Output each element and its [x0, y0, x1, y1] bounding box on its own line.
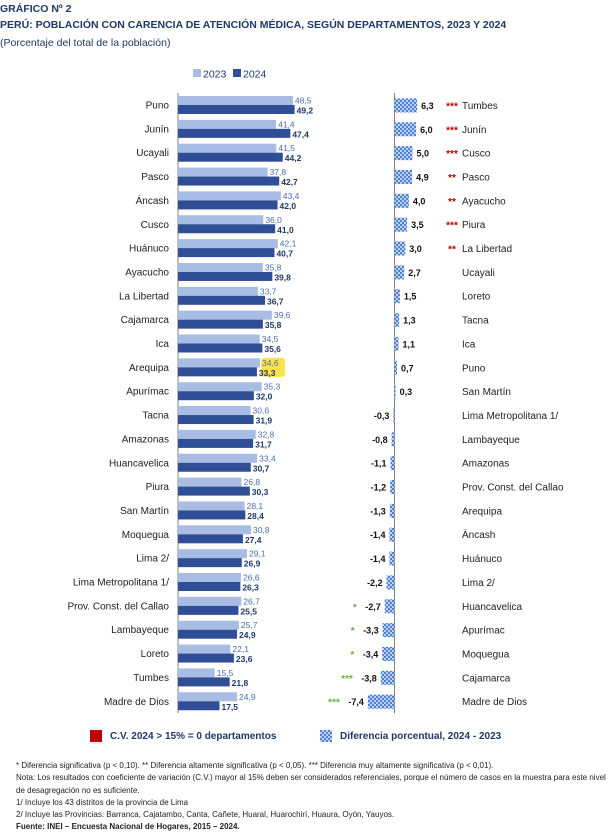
diff-value-label: 4,9	[416, 172, 429, 183]
left-row	[141, 644, 253, 664]
category-label: Moquegua	[121, 529, 169, 541]
diff-row	[372, 432, 520, 446]
category-label: Arequipa	[128, 362, 169, 374]
diff-value-label: 2,7	[408, 267, 421, 278]
left-row	[141, 215, 294, 235]
note-lima-metropolitana: 1/ Incluye los 43 distritos de la provincia de Lima	[16, 797, 189, 807]
diff-value-label: -1,1	[371, 458, 387, 469]
diff-category-label: Puno	[462, 363, 486, 375]
diff-category-label: Junín	[462, 124, 487, 136]
value-label-2023: 30,8	[252, 524, 270, 535]
value-label-2024: 30,3	[251, 487, 269, 498]
value-label-2023: 39,6	[273, 310, 291, 321]
chart-title: PERÚ: POBLACIÓN CON CARENCIA DE ATENCIÓN MÉDICA, SEGÚN DEPARTAMENTOS, 2023 Y 2024	[0, 19, 507, 31]
diff-value-label: -1,4	[369, 554, 386, 565]
bar-2023	[178, 168, 268, 177]
bar-2023	[178, 311, 272, 320]
diff-category-label: Cajamarca	[462, 673, 511, 685]
bar-2023	[178, 430, 256, 439]
value-label-2024: 42,7	[281, 177, 298, 188]
value-label-2023: 30,6	[252, 405, 270, 416]
diff-category-label: Apurímac	[462, 625, 505, 637]
diff-category-label: Madre de Dios	[462, 697, 528, 709]
diff-value-label: -2,2	[367, 577, 383, 588]
left-row	[145, 119, 310, 139]
diff-category-label: Tacna	[462, 315, 489, 327]
bar-2023	[178, 478, 242, 487]
diff-row	[328, 695, 527, 709]
bar-2024	[178, 439, 253, 448]
note-source: Fuente: INEI – Encuesta Nacional de Hogares, 2015 – 2024.	[16, 822, 240, 832]
value-label-2024: 23,6	[235, 654, 253, 665]
bar-2023	[178, 358, 260, 367]
left-row	[120, 501, 264, 521]
diff-value-label: -0,8	[372, 434, 388, 445]
value-label-2024: 24,9	[239, 630, 256, 641]
category-label: Ucayali	[136, 148, 169, 160]
category-label: Junín	[144, 124, 169, 136]
value-label-2024: 30,7	[252, 463, 270, 474]
legend-cv-label: C.V. 2024 > 15% = 0 departamentos	[110, 730, 277, 742]
bar-2023	[178, 263, 263, 272]
bar-2024	[178, 224, 275, 233]
significance-stars: ***	[446, 149, 458, 161]
bar-2024	[178, 248, 274, 257]
diff-bar	[395, 218, 408, 232]
diff-category-label: Cusco	[462, 148, 491, 160]
bar-2024	[178, 129, 290, 138]
significance-stars: **	[448, 196, 456, 208]
value-label-2023: 24,9	[239, 691, 256, 702]
diff-value-label: 6,0	[420, 124, 433, 135]
diff-bar	[392, 432, 395, 446]
bar-2024	[178, 391, 254, 400]
left-row	[121, 310, 291, 330]
diff-row	[370, 528, 495, 542]
bottom-legend	[90, 730, 610, 746]
value-label-2023: 22,1	[232, 644, 249, 655]
chart-subtitle: (Porcentaje del total de la población)	[0, 37, 171, 49]
significance-stars: ***	[446, 125, 458, 137]
diff-row	[370, 552, 503, 566]
category-label: Loreto	[140, 649, 169, 661]
left-row	[141, 167, 298, 187]
bar-2023	[178, 668, 215, 677]
significance-stars: ***	[446, 101, 458, 113]
legend-2023-2024	[193, 69, 267, 81]
value-label-2023: 41,5	[278, 143, 295, 154]
diff-category-label: Ucayali	[462, 267, 495, 279]
diff-row	[395, 122, 487, 136]
bar-2024	[178, 701, 219, 710]
diff-row	[395, 218, 486, 232]
diff-bar	[395, 289, 400, 303]
left-row	[146, 96, 314, 116]
value-label-2023: 33,7	[259, 286, 277, 297]
diff-bar	[395, 265, 405, 279]
value-label-2023: 33,4	[259, 453, 276, 464]
diff-bar	[395, 194, 409, 208]
diff-row	[350, 647, 509, 661]
diff-bar	[395, 361, 398, 375]
left-row	[156, 334, 282, 354]
category-label: Cajamarca	[120, 315, 169, 327]
significance-stars: ***	[341, 673, 353, 685]
figure-label: GRÁFICO Nº 2	[0, 3, 72, 15]
diff-row	[395, 289, 491, 303]
value-label-2024: 47,4	[292, 129, 309, 140]
diff-bar	[395, 98, 418, 112]
bar-2024	[178, 677, 230, 686]
category-label: Prov. Const. del Callao	[67, 601, 169, 613]
value-label-2024: 36,7	[266, 296, 284, 307]
bar-2024	[178, 272, 272, 281]
legend-2024-label: 2024	[243, 68, 267, 81]
significance-stars: *	[350, 626, 355, 638]
bar-2023	[178, 406, 251, 415]
diff-category-label: Prov. Const. del Callao	[462, 482, 564, 494]
diff-category-label: Moquegua	[462, 649, 510, 661]
bar-2024	[178, 200, 278, 209]
diff-value-label: 3,0	[409, 244, 422, 255]
value-label-2024: 31,9	[255, 415, 273, 426]
diff-category-label: Loreto	[462, 291, 491, 303]
value-label-2023: 35,3	[263, 381, 281, 392]
left-row	[146, 477, 269, 497]
left-row	[111, 620, 258, 640]
value-label-2024: 39,8	[274, 272, 291, 283]
bar-2024	[178, 606, 238, 615]
bar-2024	[178, 153, 283, 162]
left-row	[126, 382, 280, 402]
diff-category-label: Piura	[462, 220, 486, 232]
legend-2023-label: 2023	[203, 68, 227, 81]
diff-bar	[368, 695, 395, 709]
value-label-2023: 28,1	[246, 500, 264, 511]
value-label-2024: 42,0	[279, 200, 297, 211]
bar-2023	[178, 191, 281, 200]
legend-diff-swatch	[320, 730, 332, 742]
diff-value-label: -1,2	[370, 482, 387, 493]
diff-row	[374, 408, 558, 422]
value-label-2024: 40,7	[276, 248, 294, 259]
significance-stars: ***	[446, 220, 458, 232]
bar-2024	[178, 367, 257, 376]
note-cv: Nota: Los resultados con coeficiente de variación (C.V.) mayor al 15% deben ser considerados referenciales, porque el número de casos en la muestra para este nivel de desagregación no es suficiente.	[16, 773, 606, 795]
category-label: Ayacucho	[125, 267, 169, 279]
value-label-2024: 26,3	[242, 582, 259, 593]
diff-bar	[395, 122, 417, 136]
value-label-2024: 35,6	[264, 344, 281, 354]
diff-value-label: 4,0	[412, 196, 426, 207]
diff-value-label: 6,3	[421, 100, 434, 111]
left-row	[136, 191, 300, 211]
diff-value-label: -2,7	[365, 601, 381, 612]
diff-bar	[385, 599, 395, 613]
bar-2024	[178, 630, 237, 639]
bar-2024	[178, 558, 242, 567]
bar-2024	[178, 654, 234, 663]
bar-2024	[178, 415, 254, 424]
category-label: Amazonas	[121, 434, 169, 446]
diff-row	[395, 337, 476, 351]
left-row	[136, 143, 301, 163]
left-row	[104, 692, 256, 712]
diff-bar	[387, 575, 395, 589]
diff-category-label: Tumbes	[462, 100, 498, 112]
diff-bar	[395, 170, 413, 184]
diff-category-label: Huánuco	[462, 554, 503, 566]
diff-category-label: Ayacucho	[462, 196, 506, 208]
left-row	[67, 596, 260, 616]
left-row	[129, 358, 285, 378]
bar-2024	[178, 344, 262, 353]
diff-value-label: -3,4	[362, 649, 379, 660]
value-label-2024: 21,8	[231, 677, 249, 688]
diff-row	[341, 671, 511, 685]
left-row	[129, 239, 297, 259]
diff-row	[395, 170, 491, 184]
diff-bar	[395, 385, 396, 399]
diff-row	[395, 146, 491, 160]
bar-2023	[178, 501, 245, 510]
footnotes	[16, 760, 606, 834]
left-row	[122, 525, 270, 545]
category-label: Lambayeque	[111, 625, 169, 637]
value-label-2023: 29,1	[248, 548, 266, 559]
bar-2023	[178, 96, 293, 105]
bar-2023	[178, 120, 276, 129]
value-label-2024: 17,5	[221, 701, 239, 712]
value-label-2024: 27,4	[244, 534, 262, 545]
category-label: Huancavelica	[108, 458, 169, 470]
category-label: Tacna	[142, 410, 169, 422]
diff-bar	[393, 408, 394, 422]
diff-bar	[381, 671, 395, 685]
bar-2023	[178, 382, 262, 391]
legend-2024-swatch	[233, 69, 241, 77]
category-label: Tumbes	[133, 672, 169, 684]
diff-value-label: -0,3	[373, 410, 390, 421]
value-label-2023: 43,4	[282, 190, 300, 201]
diff-value-label: 1,3	[403, 315, 416, 326]
diff-value-label: 1,1	[402, 339, 415, 350]
left-row	[109, 453, 276, 473]
diff-value-label: 3,5	[411, 220, 424, 231]
category-label: Huánuco	[128, 243, 169, 255]
left-row	[119, 286, 284, 306]
value-label-2023: 34,6	[262, 357, 279, 368]
diff-value-label: 5,0	[416, 148, 430, 159]
value-label-2023: 26,8	[243, 477, 261, 488]
diff-category-label: Lima 2/	[462, 577, 495, 589]
category-label: Áncash	[135, 195, 169, 207]
diff-bar	[382, 647, 394, 661]
value-label-2023: 35,8	[264, 262, 282, 273]
diff-category-label: Pasco	[462, 172, 490, 184]
diff-row	[370, 504, 502, 518]
diff-bar	[395, 313, 400, 327]
diff-value-label: -3,8	[361, 673, 377, 684]
value-label-2023: 48,5	[294, 95, 312, 106]
bar-2024	[178, 177, 279, 186]
right-diff-chart	[328, 93, 564, 713]
diff-bar	[390, 504, 395, 518]
diff-bar	[395, 242, 406, 256]
value-label-2024: 25,5	[240, 606, 257, 617]
bar-2023	[178, 454, 257, 463]
bar-2023	[178, 215, 263, 224]
left-bar-chart	[67, 69, 313, 714]
bar-2024	[178, 320, 263, 329]
category-label: La Libertad	[118, 291, 169, 303]
bar-2023	[178, 573, 241, 582]
bar-2024	[178, 534, 243, 543]
diff-value-label: 0,3	[399, 387, 413, 398]
category-label: Puno	[145, 100, 169, 112]
legend-diff	[320, 730, 501, 742]
category-label: San Martín	[120, 505, 169, 517]
value-label-2023: 15,5	[216, 667, 234, 678]
diff-category-label: San Martín	[462, 387, 511, 399]
value-label-2023: 42,1	[279, 238, 297, 249]
bar-2023	[178, 335, 260, 344]
diff-row	[395, 265, 495, 279]
value-label-2023: 32,8	[257, 429, 275, 440]
diff-bar	[389, 552, 394, 566]
bar-2023	[178, 597, 241, 606]
legend-cv-swatch	[90, 730, 102, 742]
diff-row	[395, 242, 513, 256]
value-label-2023: 36,0	[265, 214, 282, 225]
diff-bar	[390, 480, 394, 494]
value-label-2024: 44,2	[284, 153, 302, 164]
significance-stars: *	[352, 602, 357, 614]
diff-row	[353, 599, 523, 613]
value-label-2023: 25,7	[240, 620, 258, 631]
value-label-2023: 26,6	[243, 572, 260, 583]
legend-cv	[90, 730, 276, 742]
bar-2023	[178, 645, 230, 654]
category-label: Lima Metropolitana 1/	[72, 577, 169, 589]
category-label: Cusco	[140, 219, 169, 231]
note-lima-provincias: 2/ Incluye las Provincias: Barranca, Cajatambo, Canta, Cañete, Huaral, Huarochirí, Huaura, Oyón, Yauyos.	[16, 810, 395, 820]
diff-value-label: -1,3	[370, 506, 386, 517]
value-label-2023: 34,5	[261, 334, 279, 344]
left-row	[73, 573, 260, 593]
significance-stars: *	[350, 649, 355, 661]
left-row	[142, 406, 272, 426]
diff-row	[351, 623, 505, 637]
diff-bar	[383, 623, 395, 637]
left-row	[125, 262, 291, 282]
bar-2023	[178, 287, 258, 296]
bar-2024	[178, 296, 265, 305]
significance-stars: **	[448, 244, 456, 256]
category-label: Pasco	[141, 172, 169, 184]
legend-diff-label: Diferencia porcentual, 2024 - 2023	[340, 730, 502, 742]
value-label-2024: 32,0	[255, 391, 273, 402]
diff-category-label: Lima Metropolitana 1/	[462, 410, 559, 422]
value-label-2024: 41,0	[277, 224, 294, 235]
bar-2024	[178, 105, 295, 114]
diff-row	[395, 385, 511, 399]
diff-category-label: Lambayeque	[462, 434, 520, 446]
category-label: Piura	[145, 482, 169, 494]
category-label: Lima 2/	[136, 553, 169, 565]
diff-category-label: La Libertad	[462, 244, 513, 256]
diff-category-label: Amazonas	[462, 458, 510, 470]
bar-2023	[178, 239, 278, 248]
note-significance: * Diferencia significativa (p < 0,10). ** Diferencia altamente significativa (p < 0,05). *** Diferencia muy altamente significativa (p < 0,01).	[16, 761, 494, 770]
bar-2024	[178, 487, 250, 496]
diff-row	[395, 194, 507, 208]
bar-2023	[178, 692, 237, 701]
diff-row	[371, 456, 509, 470]
value-label-2023: 26,7	[243, 596, 260, 607]
diff-category-label: Ica	[462, 339, 476, 351]
diff-category-label: Arequipa	[462, 506, 503, 518]
left-row	[122, 429, 275, 449]
diff-value-label: 1,5	[403, 291, 417, 302]
diff-bar	[395, 146, 413, 160]
bar-2023	[178, 144, 276, 153]
diff-value-label: 0,7	[401, 363, 414, 374]
bar-2024	[178, 463, 251, 472]
significance-stars: **	[448, 172, 456, 184]
diff-row	[371, 480, 564, 494]
diff-value-label: -1,4	[369, 530, 386, 541]
left-row	[136, 549, 266, 569]
bar-2023	[178, 621, 239, 630]
diff-value-label: -7,4	[348, 697, 364, 708]
bar-2023	[178, 549, 247, 558]
diff-bar	[389, 528, 394, 542]
value-label-2024: 26,9	[243, 558, 261, 569]
diff-row	[367, 575, 495, 589]
value-label-2024: 28,4	[247, 510, 264, 521]
value-label-2024: 31,7	[255, 439, 272, 450]
diff-category-label: Huancavelica	[462, 601, 523, 613]
significance-stars: ***	[328, 697, 340, 709]
diff-value-label: -3,3	[363, 625, 379, 636]
diff-row	[395, 313, 490, 327]
value-label-2024: 33,3	[258, 367, 276, 378]
value-label-2024: 49,2	[296, 105, 314, 116]
diff-row	[395, 98, 498, 112]
bar-2024	[178, 510, 245, 519]
diff-category-label: Áncash	[462, 530, 496, 542]
value-label-2024: 35,8	[264, 320, 282, 331]
category-label: Apurímac	[126, 386, 169, 398]
category-label: Ica	[155, 339, 169, 350]
left-row	[133, 668, 248, 688]
diff-bar	[391, 456, 395, 470]
category-label: Madre de Dios	[103, 696, 169, 708]
value-label-2023: 37,8	[269, 167, 287, 178]
legend-2023-swatch	[193, 69, 201, 77]
bar-2024	[178, 582, 240, 591]
value-label-2023: 41,4	[278, 119, 295, 130]
bar-2023	[178, 525, 251, 534]
diff-row	[395, 361, 486, 375]
diff-bar	[395, 337, 399, 351]
